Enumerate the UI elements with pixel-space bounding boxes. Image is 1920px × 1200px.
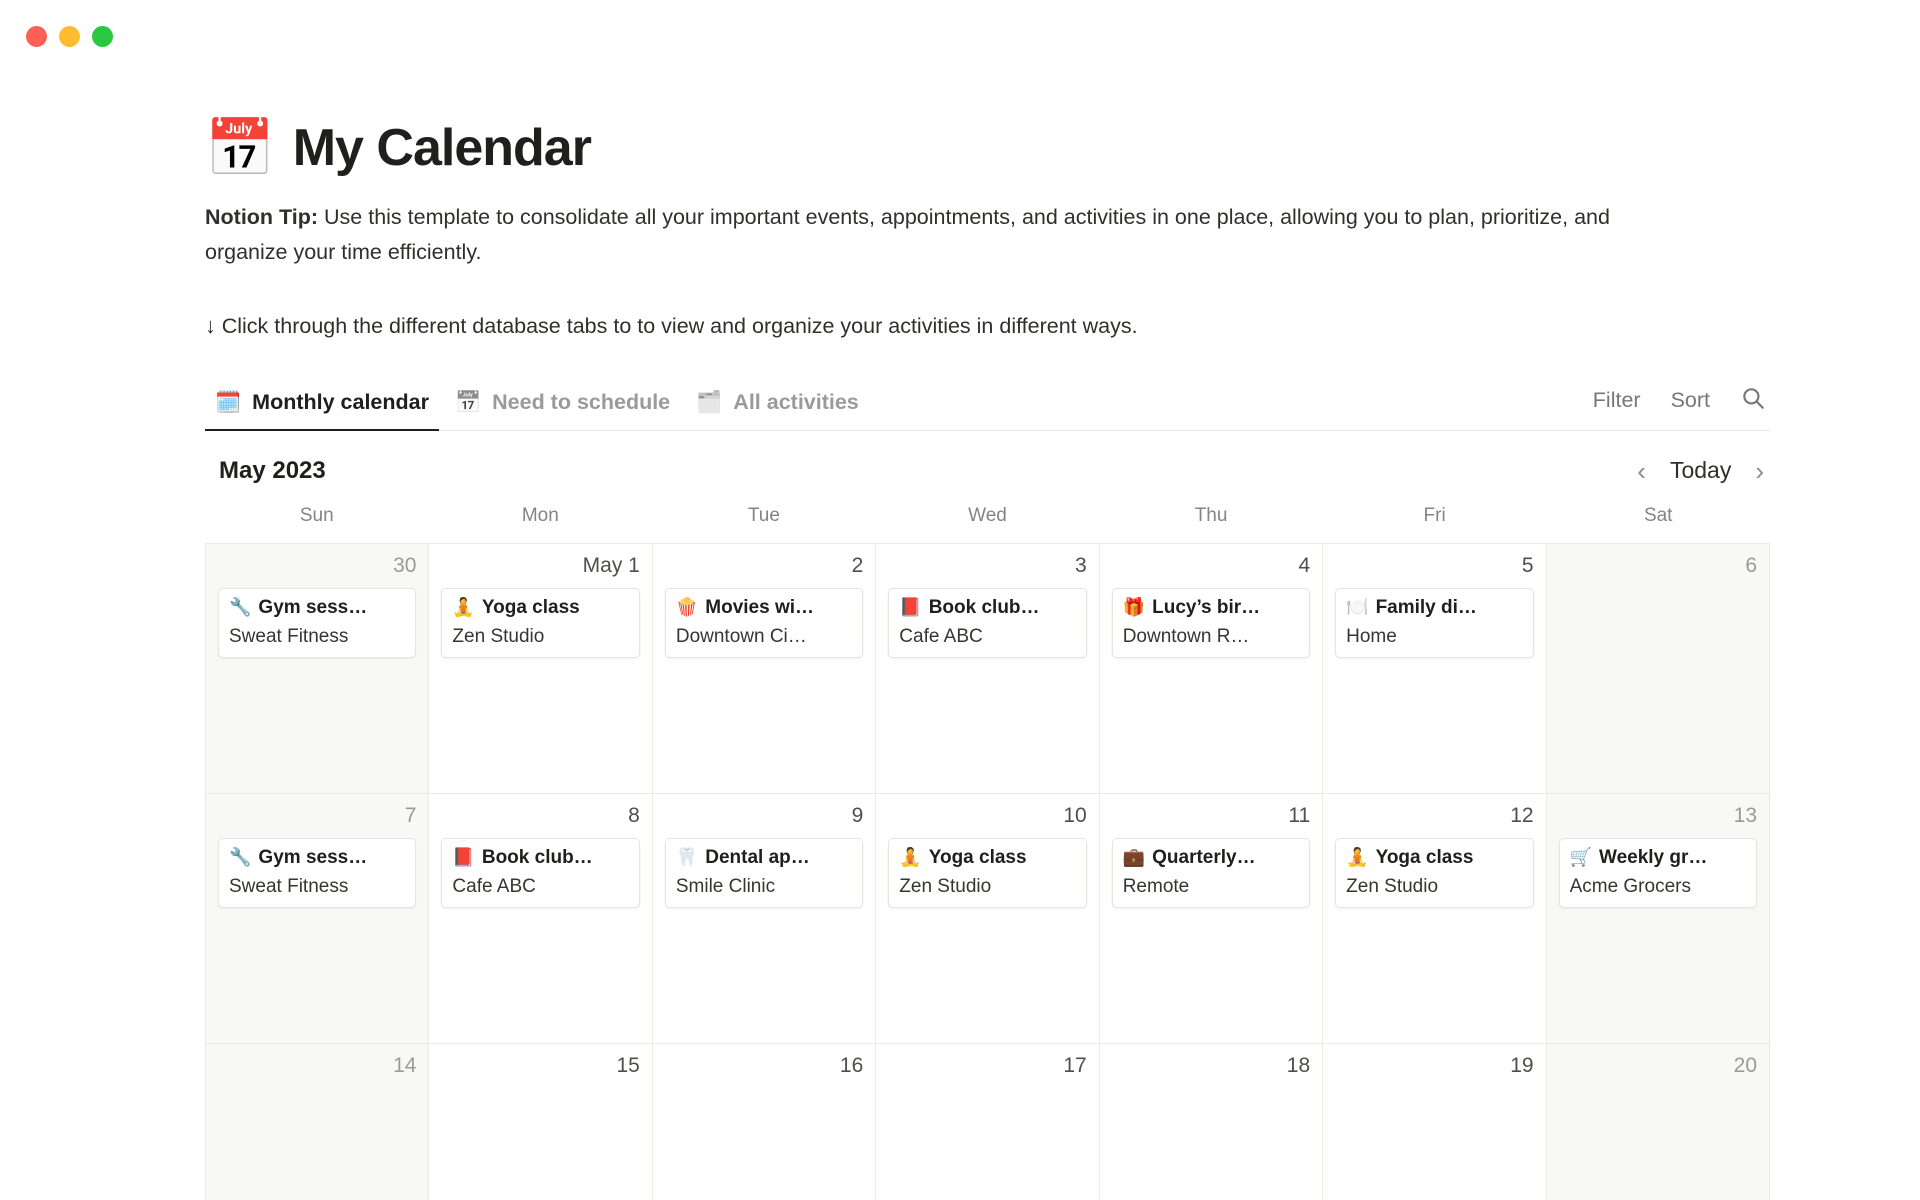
weekday-label: Sat xyxy=(1643,504,1673,526)
event-emoji-icon: 📕 xyxy=(899,597,922,618)
calendar-event[interactable] xyxy=(665,588,863,658)
notion-tip-text: Use this template to consolidate all your important events, appointments, and activities in one place, allowing you to plan, prioritize, and organize your time efficiently. xyxy=(205,205,1610,264)
day-number: 16 xyxy=(839,1053,864,1077)
calendar-navigation xyxy=(1637,457,1764,484)
event-title xyxy=(676,597,852,619)
event-location: Zen Studio xyxy=(452,625,545,647)
tab-need-to-schedule[interactable] xyxy=(445,384,680,431)
day-number: 5 xyxy=(1521,553,1534,577)
calendar-day-cell[interactable] xyxy=(653,544,876,794)
schedule-calendar-icon: 📅 xyxy=(454,390,482,414)
day-number: 15 xyxy=(616,1053,640,1077)
event-emoji-icon: 📕 xyxy=(452,847,475,868)
event-title xyxy=(1346,597,1522,619)
event-title xyxy=(1346,847,1522,869)
calendar-day-cell[interactable] xyxy=(1547,1044,1770,1200)
event-location: Acme Grocers xyxy=(1569,875,1691,897)
event-title xyxy=(452,597,628,619)
calendar-day-cell[interactable] xyxy=(1100,1044,1323,1200)
calendar-day-cell[interactable] xyxy=(206,794,429,1044)
calendar-day-cell[interactable] xyxy=(1547,794,1770,1044)
calendar-month-label: May 2023 xyxy=(219,456,326,484)
tab-monthly-calendar-label: Monthly calendar xyxy=(252,389,429,414)
sort-button[interactable]: Sort xyxy=(1670,387,1710,412)
event-title xyxy=(1123,597,1299,619)
calendar-day-cell[interactable] xyxy=(653,794,876,1044)
event-name: Lucy’s bir… xyxy=(1152,596,1261,618)
calendar-event[interactable] xyxy=(218,838,416,908)
chevron-right-icon[interactable]: › xyxy=(1755,455,1764,486)
close-window-button[interactable] xyxy=(26,26,47,47)
calendar-day-cell[interactable] xyxy=(876,544,1099,794)
calendar-header xyxy=(205,431,1770,505)
event-emoji-icon: 🎁 xyxy=(1122,597,1146,618)
day-number: 7 xyxy=(404,803,417,827)
day-number: 8 xyxy=(628,803,640,827)
calendar-event[interactable] xyxy=(888,588,1086,658)
calendar-icon: 📅 xyxy=(205,116,275,179)
event-emoji-icon: 🦷 xyxy=(675,847,699,868)
calendar-event[interactable] xyxy=(218,588,416,658)
page-content xyxy=(0,118,1920,1200)
calendar-day-cell[interactable] xyxy=(206,544,429,794)
calendar-event[interactable] xyxy=(1559,838,1757,908)
event-name: Quarterly… xyxy=(1152,846,1256,868)
calendar-event[interactable] xyxy=(1112,838,1310,908)
event-location: Home xyxy=(1346,625,1397,647)
event-title xyxy=(899,847,1075,869)
page-header xyxy=(205,118,1770,178)
calendar-day-cell[interactable] xyxy=(429,1044,652,1200)
day-number: 20 xyxy=(1733,1053,1757,1077)
event-title xyxy=(1570,847,1746,869)
calendar-event[interactable] xyxy=(1335,588,1533,658)
calendar-event[interactable] xyxy=(888,838,1086,908)
event-emoji-icon: 🍽️ xyxy=(1346,597,1369,618)
calendar-day-cell[interactable] xyxy=(876,794,1099,1044)
event-name: Gym sess… xyxy=(258,596,368,618)
minimize-window-button[interactable] xyxy=(59,26,80,47)
event-title xyxy=(229,597,405,619)
day-number: 14 xyxy=(393,1053,417,1077)
event-name: Book club… xyxy=(928,596,1040,618)
event-emoji-icon: 🧘 xyxy=(452,597,475,618)
card-index-dividers-icon: 🗂️ xyxy=(696,390,723,414)
calendar-day-cell[interactable] xyxy=(653,1044,876,1200)
event-location: Cafe ABC xyxy=(899,625,983,647)
tab-all-activities-label: All activities xyxy=(733,389,859,414)
calendar-day-cell[interactable] xyxy=(1323,544,1546,794)
event-name: Movies wi… xyxy=(705,596,815,618)
event-name: Family di… xyxy=(1375,596,1477,618)
event-location: Downtown R… xyxy=(1122,625,1250,647)
calendar-event[interactable] xyxy=(1112,588,1310,658)
day-number: 13 xyxy=(1733,803,1757,827)
notion-tip-label: Notion Tip: xyxy=(205,205,319,229)
weekday-label: Wed xyxy=(968,504,1007,526)
tab-monthly-calendar[interactable] xyxy=(205,384,439,431)
day-number: 6 xyxy=(1745,553,1757,577)
event-name: Yoga class xyxy=(481,596,580,618)
event-location: Cafe ABC xyxy=(452,875,536,897)
maximize-window-button[interactable] xyxy=(92,26,113,47)
event-emoji-icon: 💼 xyxy=(1122,847,1146,868)
calendar-day-cell[interactable] xyxy=(876,1044,1099,1200)
notion-tip xyxy=(205,200,1665,270)
calendar-day-cell[interactable] xyxy=(1100,794,1323,1044)
event-title xyxy=(229,847,405,869)
event-name: Gym sess… xyxy=(258,846,368,868)
day-number: 2 xyxy=(851,553,864,577)
event-emoji-icon: 🍿 xyxy=(675,597,699,618)
day-number: 11 xyxy=(1288,803,1311,827)
event-emoji-icon: 🛒 xyxy=(1569,847,1592,868)
search-icon[interactable] xyxy=(1740,385,1766,416)
event-location: Sweat Fitness xyxy=(229,875,349,897)
monthly-calendar-icon: 🗓️ xyxy=(215,390,242,414)
event-emoji-icon: 🧘 xyxy=(1346,847,1369,868)
day-number: 18 xyxy=(1286,1053,1311,1077)
weekday-label: Thu xyxy=(1194,504,1228,526)
day-number: 3 xyxy=(1075,553,1087,577)
event-name: Yoga class xyxy=(928,846,1027,868)
tab-need-to-schedule-label: Need to schedule xyxy=(492,389,671,414)
page-title: My Calendar xyxy=(292,119,591,177)
event-title xyxy=(1123,847,1299,869)
calendar-weekday-header xyxy=(205,505,1770,543)
page-hint: ↓ Click through the different database tabs to to view and organize your activities in different ways. xyxy=(205,313,1138,338)
event-name: Dental ap… xyxy=(705,846,810,868)
day-number: May 1 xyxy=(582,553,640,577)
day-number: 17 xyxy=(1063,1053,1087,1077)
weekday-label: Tue xyxy=(747,504,780,526)
event-location: Zen Studio xyxy=(899,875,992,897)
day-number: 12 xyxy=(1510,803,1534,827)
day-number: 9 xyxy=(851,803,864,827)
event-title xyxy=(899,597,1075,619)
event-emoji-icon: 🔧 xyxy=(229,597,252,618)
day-number: 30 xyxy=(393,553,417,577)
event-location: Zen Studio xyxy=(1346,875,1439,897)
calendar-event[interactable] xyxy=(441,588,639,658)
event-location: Sweat Fitness xyxy=(229,625,349,647)
event-name: Book club… xyxy=(481,846,593,868)
database-tabs xyxy=(205,384,869,430)
chevron-left-icon[interactable]: ‹ xyxy=(1637,455,1646,486)
weekday-label: Sun xyxy=(299,504,334,526)
event-title xyxy=(676,847,852,869)
calendar-day-cell[interactable] xyxy=(429,544,652,794)
window-titlebar xyxy=(0,0,1920,72)
calendar-day-cell[interactable] xyxy=(1323,794,1546,1044)
day-number: 4 xyxy=(1298,553,1311,577)
event-name: Weekly gr… xyxy=(1598,846,1708,868)
today-button[interactable]: Today xyxy=(1669,457,1732,484)
calendar-day-cell[interactable] xyxy=(429,794,652,1044)
day-number: 19 xyxy=(1510,1053,1534,1077)
database-view-actions xyxy=(1593,385,1766,430)
event-location: Downtown Ci… xyxy=(675,625,807,647)
weekday-label: Fri xyxy=(1423,504,1446,526)
event-title xyxy=(452,847,628,869)
calendar-day-cell[interactable] xyxy=(206,1044,429,1200)
event-location: Remote xyxy=(1122,875,1190,897)
tab-all-activities[interactable] xyxy=(686,384,869,431)
event-emoji-icon: 🧘 xyxy=(899,847,922,868)
calendar-event[interactable] xyxy=(1335,838,1533,908)
calendar-event[interactable] xyxy=(665,838,863,908)
calendar-day-cell[interactable] xyxy=(1323,1044,1546,1200)
calendar-grid xyxy=(205,543,1770,1200)
calendar-day-cell[interactable] xyxy=(1547,544,1770,794)
event-name: Yoga class xyxy=(1375,846,1474,868)
day-number: 10 xyxy=(1063,803,1087,827)
calendar-event[interactable] xyxy=(441,838,639,908)
event-emoji-icon: 🔧 xyxy=(229,847,252,868)
calendar-day-cell[interactable] xyxy=(1100,544,1323,794)
database-toolbar xyxy=(205,384,1770,431)
filter-button[interactable]: Filter xyxy=(1592,387,1641,412)
weekday-label: Mon xyxy=(521,504,559,526)
event-location: Smile Clinic xyxy=(675,875,776,897)
